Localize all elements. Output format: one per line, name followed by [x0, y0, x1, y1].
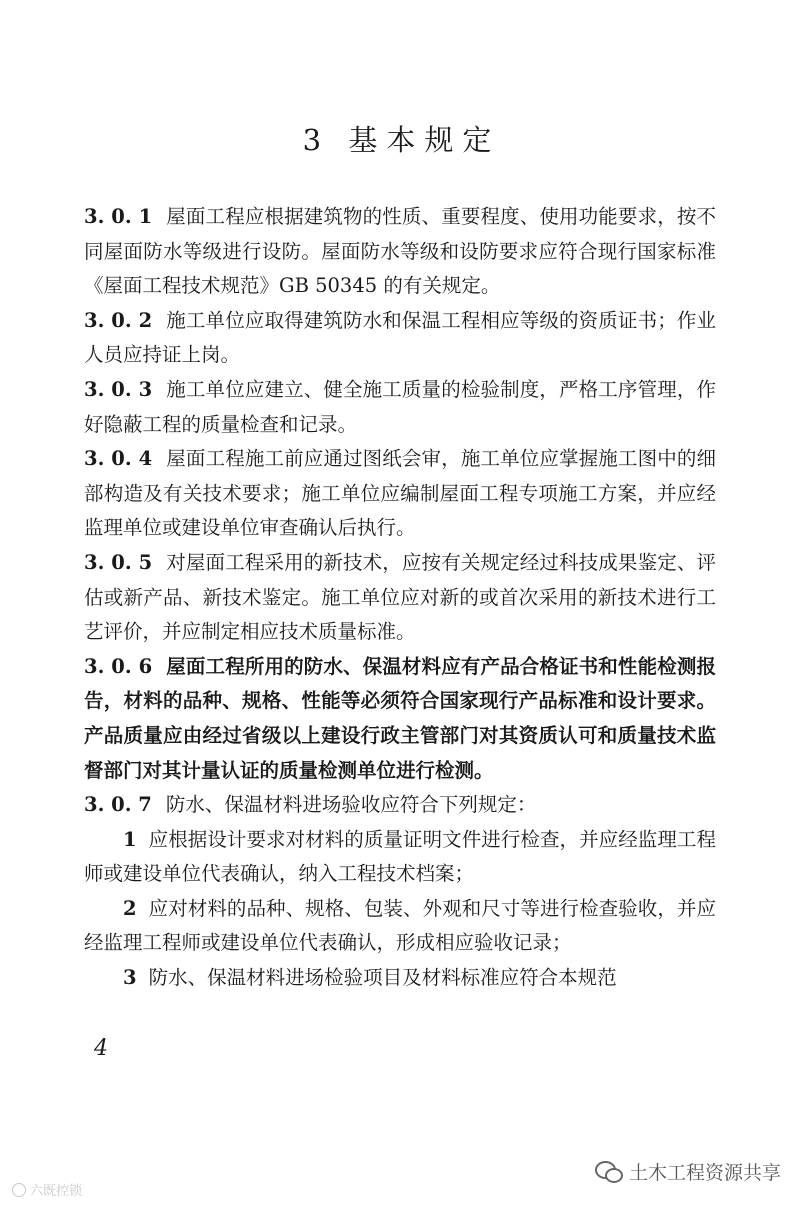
clause-number: 3. 0. 6 — [84, 654, 153, 678]
clause-text: 施工单位应取得建筑防水和保温工程相应等级的资质证书；作业人员应持证上岗。 — [84, 308, 716, 367]
list-item — [84, 892, 716, 961]
clause-text: 屋面工程所用的防水、保温材料应有产品合格证书和性能检测报告，材料的品种、规格、性能等必须符合国家现行产品标准和设计要求。产品质量应由经过省级以上建设行政主管部门对其资质认可和质量技术监督部门对其计量认证的质量检测单位进行检测。 — [84, 654, 716, 782]
clause-3-0-1 — [84, 200, 716, 304]
clause-number: 3. 0. 2 — [84, 308, 153, 332]
location-icon — [12, 1183, 26, 1197]
clause-3-0-4 — [84, 442, 716, 546]
list-item — [84, 961, 716, 996]
clause-3-0-5 — [84, 546, 716, 650]
item-text: 防水、保温材料进场检验项目及材料标准应符合本规范 — [148, 966, 617, 990]
watermark-left-text: 六既控锁 — [30, 1184, 83, 1199]
clause-number: 3. 0. 4 — [84, 447, 153, 471]
clause-text: 对屋面工程采用的新技术，应按有关规定经过科技成果鉴定、评估或新产品、新技术鉴定。施工单位应对新的或首次采用的新技术进行工艺评价，并应制定相应技术质量标准。 — [84, 550, 716, 644]
page-number: 4 — [94, 1036, 108, 1061]
section-title: 3 基本规定 — [302, 123, 501, 157]
wechat-icon — [595, 1161, 623, 1183]
clause-3-0-2 — [84, 304, 716, 373]
clause-text: 施工单位应建立、健全施工质量的检验制度，严格工序管理，作好隐蔽工程的质量检查和记录。 — [84, 377, 716, 436]
watermark-right-text: 土木工程资源共享 — [628, 1162, 781, 1184]
clause-3-0-6 — [84, 650, 716, 788]
item-number: 2 — [123, 896, 137, 920]
clause-3-0-3 — [84, 373, 716, 442]
body-content — [84, 200, 716, 996]
item-number: 1 — [123, 827, 137, 851]
clause-number: 3. 0. 3 — [84, 377, 153, 401]
watermark-left — [12, 1180, 82, 1199]
clause-text: 屋面工程施工前应通过图纸会审，施工单位应掌握施工图中的细部构造及有关技术要求；施工单位应编制屋面工程专项施工方案，并应经监理单位或建设单位审查确认后执行。 — [84, 447, 716, 540]
clause-number: 3. 0. 1 — [84, 205, 153, 228]
item-number: 3 — [123, 966, 137, 990]
watermark-right — [595, 1158, 781, 1185]
clause-text: 屋面工程应根据建筑物的性质、重要程度、使用功能要求，按不同屋面防水等级进行设防。屋面防水等级和设防要求应符合现行国家标准《屋面工程技术规范》GB 50345 的有关规定。 — [84, 205, 716, 298]
item-text: 应根据设计要求对材料的质量证明文件进行检查，并应经监理工程师或建设单位代表确认，纳入工程技术档案； — [84, 827, 716, 886]
item-text: 应对材料的品种、规格、包装、外观和尺寸等进行检查验收，并应经监理工程师或建设单位代表确认，形成相应验收记录； — [84, 896, 716, 955]
clause-text: 防水、保温材料进场验收应符合下列规定： — [165, 793, 537, 817]
clause-number: 3. 0. 5 — [84, 550, 153, 574]
clause-number: 3. 0. 7 — [84, 793, 152, 817]
list-item — [84, 823, 716, 892]
clause-3-0-7 — [84, 788, 716, 823]
